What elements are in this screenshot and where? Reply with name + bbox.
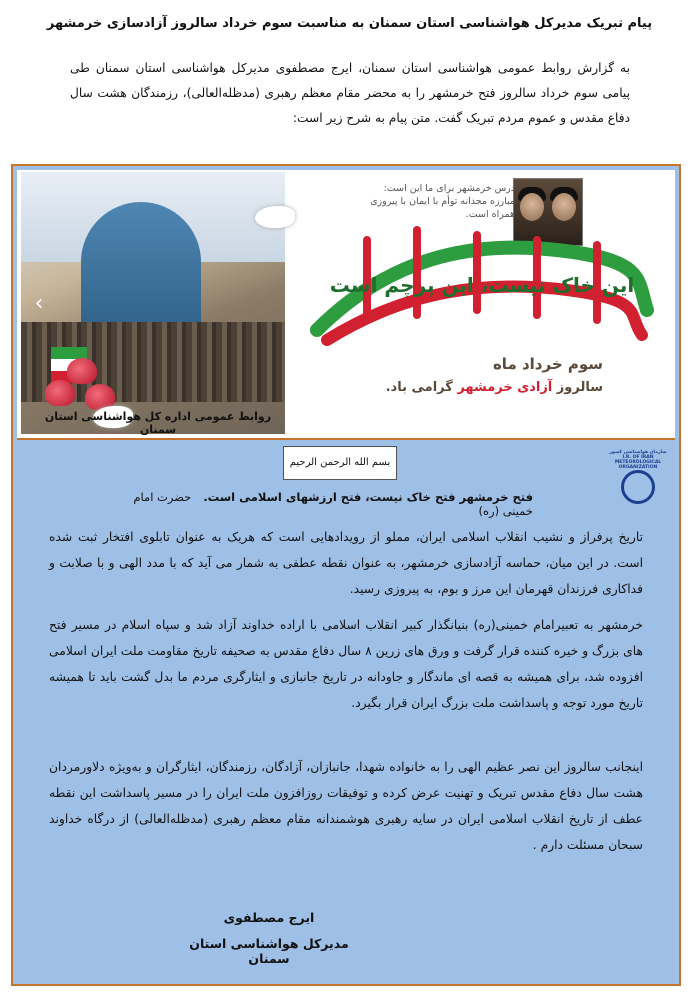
letter-paragraph: اینجانب سالروز این نصر عظیم الهی را به خانواده شهدا، جانبازان، آزادگان، رزمندگان، ایثارگران و به‌ویژه دلاورمردان هشت سال دفاع مقدس تبریک و تهنیت عرض کرده و توفیقات روزافزون ملت ایران را در مسیر پاسداشت این نقطه عطف از تاریخ انقلاب اسلامی ایران در سایه رهبری هوشمندانه مقام معظم رهبری (مدظله‌العالی) از درگاه خداوند سبحان مسئلت دارم . xyxy=(49,760,643,852)
letter-paragraph: خرمشهر به تعبیرامام خمینی(ره) بنیانگذار کبیر انقلاب اسلامی با اراده خداوند آزاد شد و سپاه اسلام در مسیر فتح های بزرگ و خیره کننده قرار گرفت و ورق های زرین ۸ سال دفاع مقدس به صحیفه تاریخ مقاومت ملت ایران اسلامی افزوده شد، برای همیشه به قصه ای ماندگار و جاودانه در تاریخ جانبازی و ایثارگری مردم ما بدل گشت باید تا همیشه تاریخ مورد توجه و پاسداشت ملت بزرگ ایران قرار بگیرد. xyxy=(49,618,643,710)
meteorological-organization-logo: سازمان هواشناسی کشور I.R. OF IRAN METEOROLOGICAL ORGANIZATION xyxy=(607,450,669,506)
signature-role: مدیرکل هواشناسی استان سمنان xyxy=(189,936,349,966)
basmala-calligraphy: بسم الله الرحمن الرحیم xyxy=(283,446,397,480)
message-frame xyxy=(11,164,681,986)
banner-quote: درس خرمشهر برای ما این است: مبارزه مجدانه توأم با ایمان با پیروزی همراه است. xyxy=(370,183,515,220)
banner-month: سوم خرداد ماه xyxy=(492,355,603,373)
letter-body xyxy=(13,442,679,982)
signature-name: ایرج مصطفوی xyxy=(223,910,315,925)
dove-icon xyxy=(255,206,295,228)
banner-caption: روابط عمومی اداره کل هواشناسی استان سمنان xyxy=(44,410,272,436)
khomeini-quote xyxy=(113,490,533,518)
banner-image xyxy=(17,170,675,440)
letter-paragraph: تاریخ پرفراز و نشیب انقلاب اسلامی ایران، مملو از رویدادهایی است که هریک به عنوان تابلوی افتخار ثبت شده است. در این میان، حماسه آزادسازی خرمشهر، به عنوان نقطه عطفی به شمار می آید که با مدد الهی و با صلابت و فداکاری فرزندان قهرمان این مرز و بوم، به پیروزی رسید. xyxy=(49,530,643,596)
carousel-prev-arrow[interactable]: ‹ xyxy=(34,291,44,316)
quote-attribution: حضرت امام خمینی (ره) xyxy=(133,490,533,518)
banner-subline: سالروز آزادی خرمشهر گرامی باد. xyxy=(385,380,603,395)
mosque-image xyxy=(81,202,201,342)
page-title: پیام تبریک مدیرکل هواشناسی استان سمنان به مناسبت سوم خرداد سالروز آزادسازی خرمشهر xyxy=(46,16,653,31)
slogan-text: این خاک نیست، این پرچم است xyxy=(329,273,635,297)
flower-icon xyxy=(45,380,75,406)
flower-icon xyxy=(67,358,97,384)
intro-paragraph: به گزارش روابط عمومی هواشناسی استان سمنان، ایرج مصطفوی مدیرکل هواشناسی استان سمنان طی پیامی سوم خرداد سالروز فتح خرمشهر را به محضر مقام معظم رهبری (مدظله‌العالی)، رزمندگان هشت سال دفاع مقدس و عموم مردم تبریک گفت. متن پیام به شرح زیر است: xyxy=(70,61,630,125)
quote-text: فتح خرمشهر فتح خاک نیست، فتح ارزشهای اسلامی است. xyxy=(203,490,533,504)
slogan-calligraphy xyxy=(307,220,657,350)
